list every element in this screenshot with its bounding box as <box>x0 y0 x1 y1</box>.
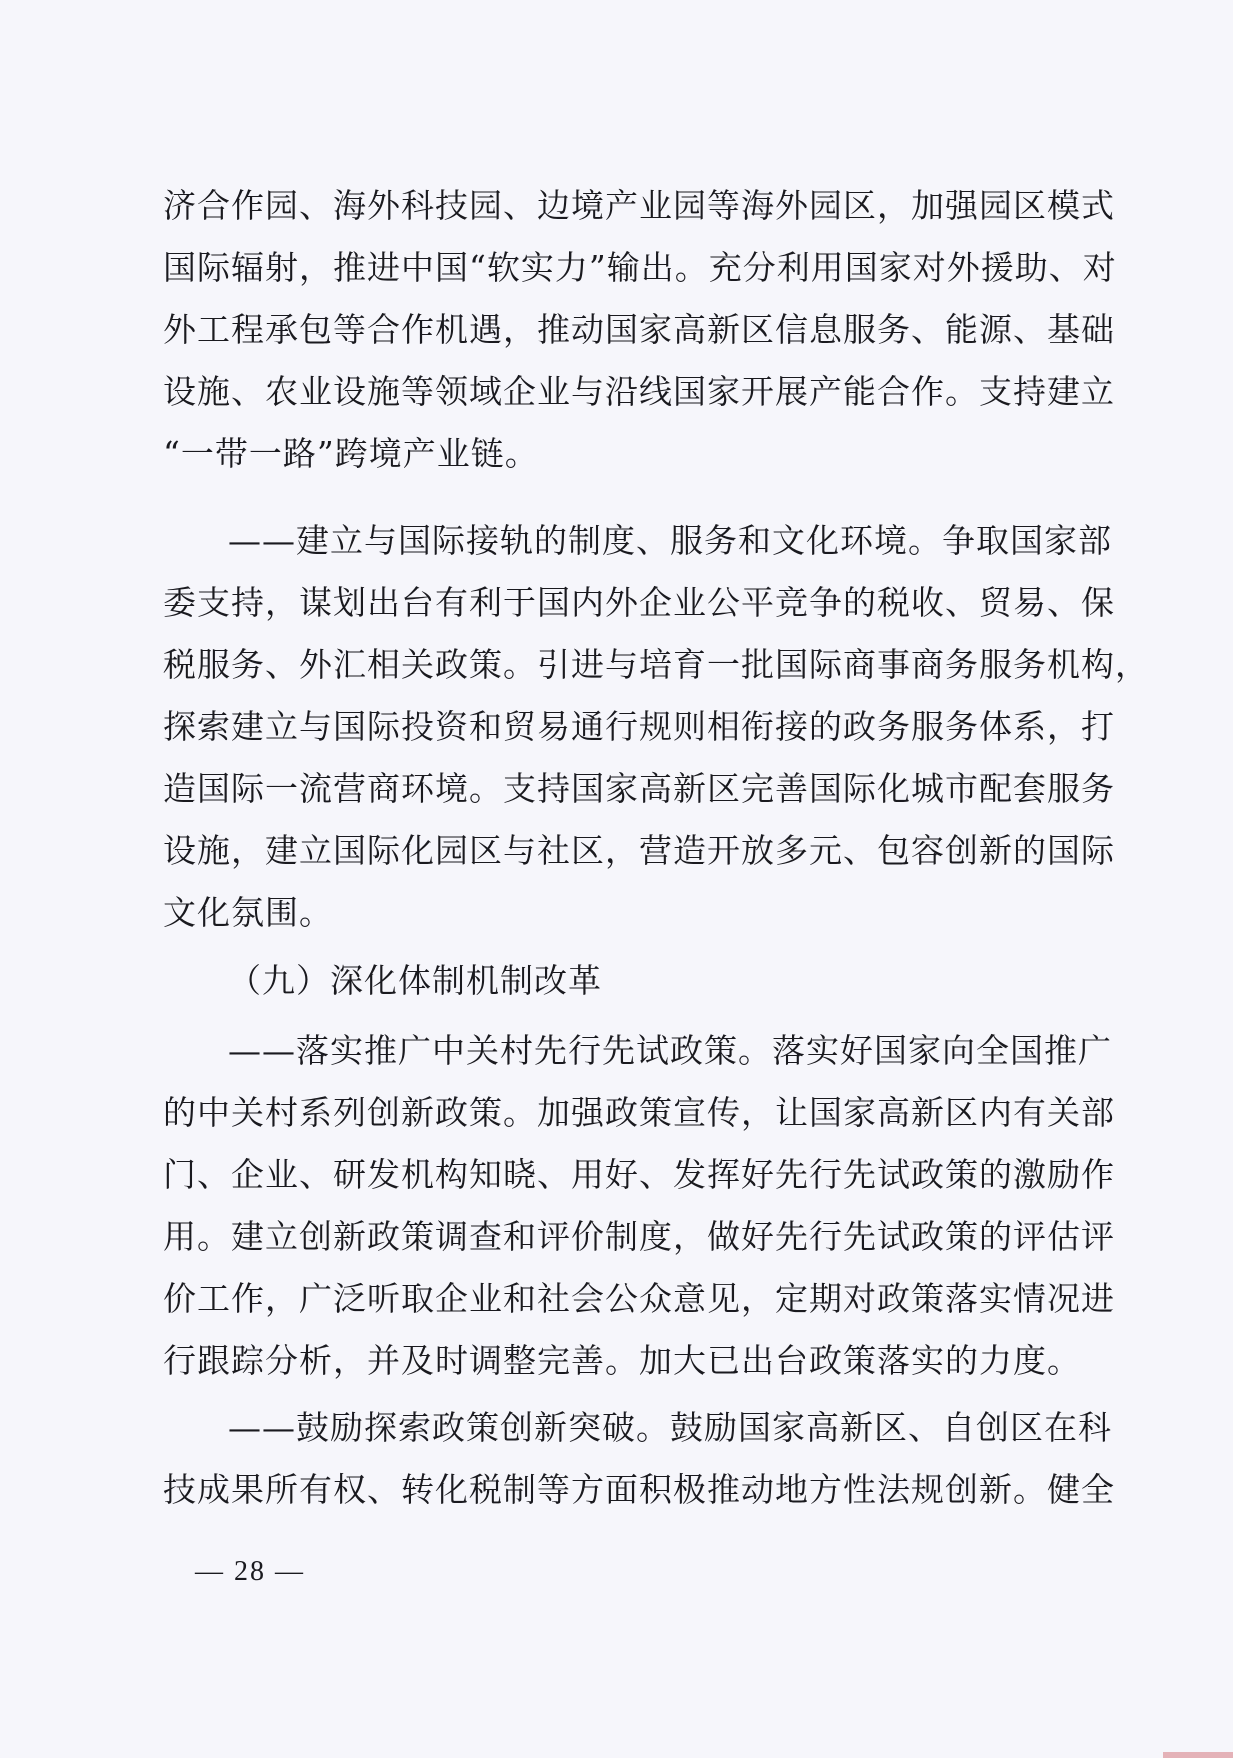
text-line: 税服务、外汇相关政策。引进与培育一批国际商事商务服务机构， <box>163 645 1149 684</box>
text-line: 技成果所有权、转化税制等方面积极推动地方性法规创新。健全 <box>163 1470 1115 1509</box>
text-line: 国际辐射，推进中国“软实力”输出。充分利用国家对外援助、对 <box>163 248 1117 287</box>
text-line: 济合作园、海外科技园、边境产业园等海外园区，加强园区模式 <box>163 186 1115 225</box>
text-line: 探索建立与国际投资和贸易通行规则相衔接的政务服务体系，打 <box>163 707 1115 746</box>
text-line: ——落实推广中关村先行先试政策。落实好国家向全国推广 <box>228 1031 1112 1070</box>
page-number: — 28 — <box>195 1556 305 1587</box>
text-line: 的中关村系列创新政策。加强政策宣传，让国家高新区内有关部 <box>163 1093 1115 1132</box>
text-line: ——鼓励探索政策创新突破。鼓励国家高新区、自创区在科 <box>228 1408 1112 1447</box>
text-line: 设施，建立国际化园区与社区，营造开放多元、包容创新的国际 <box>163 831 1115 870</box>
text-line: ——建立与国际接轨的制度、服务和文化环境。争取国家部 <box>228 521 1112 560</box>
text-line: 价工作，广泛听取企业和社会公众意见，定期对政策落实情况进 <box>163 1279 1115 1318</box>
text-line: 委支持，谋划出台有利于国内外企业公平竞争的税收、贸易、保 <box>163 583 1115 622</box>
text-line: 用。建立创新政策调查和评价制度，做好先行先试政策的评估评 <box>163 1217 1115 1256</box>
text-line: 造国际一流营商环境。支持国家高新区完善国际化城市配套服务 <box>163 769 1115 808</box>
text-line: 行跟踪分析，并及时调整完善。加大已出台政策落实的力度。 <box>163 1341 1081 1380</box>
text-line: 设施、农业设施等领域企业与沿线国家开展产能合作。支持建立 <box>163 372 1115 411</box>
text-line: “一带一路”跨境产业链。 <box>163 434 539 473</box>
section-heading: （九）深化体制机制改革 <box>228 961 602 1000</box>
text-line: 外工程承包等合作机遇，推动国家高新区信息服务、能源、基础 <box>163 310 1115 349</box>
scan-edge-mark <box>1163 1752 1233 1758</box>
text-line: 门、企业、研发机构知晓、用好、发挥好先行先试政策的激励作 <box>163 1155 1115 1194</box>
text-line: 文化氛围。 <box>163 893 333 932</box>
